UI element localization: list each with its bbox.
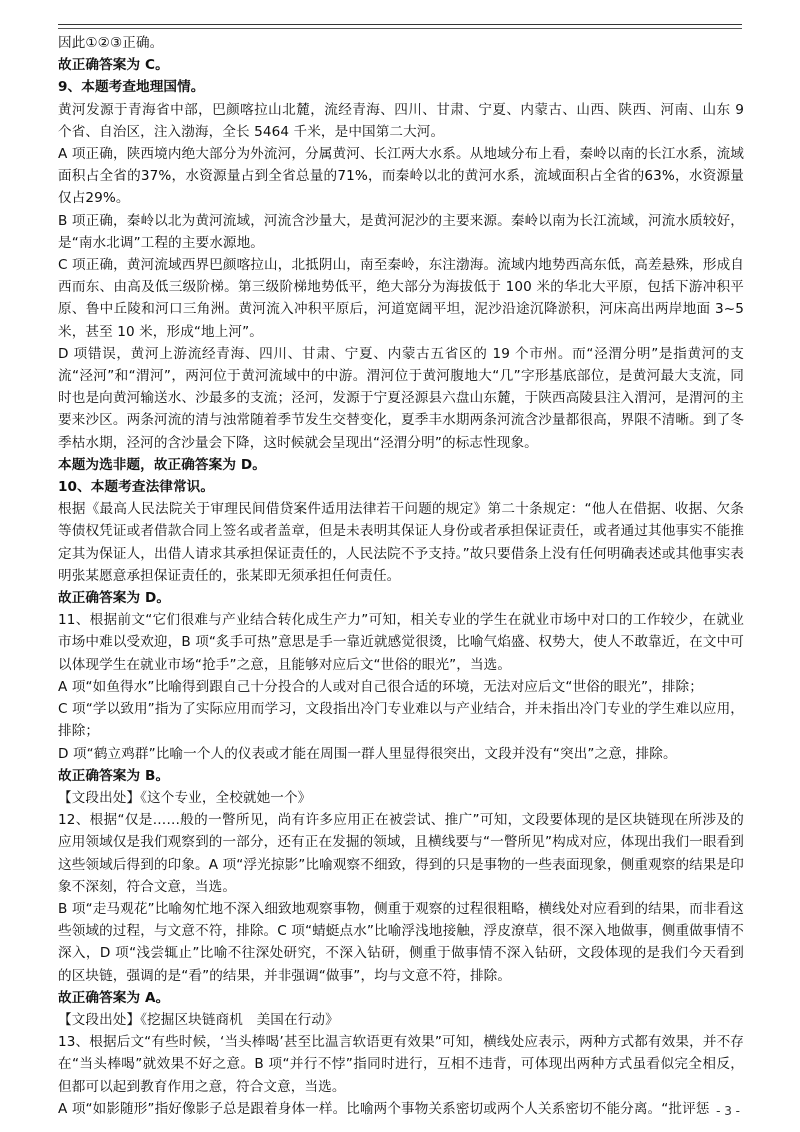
paragraph: 13、根据后文“有些时候，‘当头棒喝’甚至比温言软语更有效果”可知，横线处应表示，两种方式都有效果，并不存在“当头棒喝”就效果不好之意。B 项“并行不悖”指同时进行，互相不违背，可体现出两种方式虽看似完全相反，但都可以起到教育作用之意，符合文意，当选。 — [58, 1034, 744, 1095]
paragraph: C 项“学以致用”指为了实际应用而学习，文段指出冷门专业难以与产业结合，并未指出冷门专业的学生难以应用，排除； — [58, 701, 744, 740]
paragraph: A 项“如影随形”指好像影子总是跟着身体一样。比喻两个事物关系密切或两个人关系密切不能分离。“批评惩 — [58, 1100, 710, 1117]
paragraph: 根据《最高人民法院关于审理民间借贷案件适用法律若干问题的规定》第二十条规定：“他人在借据、收据、欠条等债权凭证或者借款合同上签名或者盖章，但是未表明其保证人身份或者承担保证责任，或者通过其他事实不能推定其为保证人，出借人请求其承担保证责任的，人民法院不予支持。”故只要借条上没有任何明确表述或其他事实表明张某愿意承担保证责任的，张某即无须承担任何责任。 — [58, 501, 744, 584]
answer-line: 故正确答案为 D。 — [58, 590, 171, 607]
paragraph: B 项“走马观花”比喻匆忙地不深入细致地观察事物，侧重于观察的过程很粗略，横线处对应看到的结果，而非看这些领域的过程，与文意不符，排除。C 项“蜻蜓点水”比喻浮浅地接触，浮皮潦草，很不深入地做事，侧重做事情不深入，D 项“浅尝辄止”比喻不往深处研究，不深入钻研，侧重于做事情不深入钻研，文段体现的是我们今天看到的区块链，强调的是“看”的结果，并非强调“做事”，均与文意不符，排除。 — [58, 900, 744, 984]
answer-line: 9、本题考查地理国情。 — [58, 79, 205, 96]
header-rule — [58, 24, 742, 25]
paragraph: 12、根据“仅是……般的一瞥所见，尚有许多应用正在被尝试、推广”可知，文段要体现的是区块链现在所涉及的应用领域仅是我们观察到的一部分，还有正在发掘的领域，且横线要与“一瞥所见”构成对应，体现出我们一眼看到这些领域后得到的印象。A 项“浮光掠影”比喻观察不细致，得到的只是事物的一些表面现象，侧重观察的结果是印象不深刻，符合文意，当选。 — [58, 812, 744, 895]
header-rule-secondary — [58, 28, 742, 29]
answer-line: 故正确答案为 B。 — [58, 767, 170, 784]
answer-line: 故正确答案为 C。 — [58, 57, 169, 74]
answer-line: 本题为选非题，故正确答案为 D。 — [58, 456, 266, 473]
paragraph: C 项正确，黄河流域西界巴颜喀拉山，北抵阴山，南至秦岭，东注渤海。流域内地势西高东低，高差悬殊，形成自西而东、由高及低三级阶梯。第三级阶梯地势低平，绝大部分为海拔低于 100 米的华北大平原，包括下游冲积平原、鲁中丘陵和河口三角洲。黄河流入冲积平原后，河道宽阔平坦，泥沙沿途沉降淤积，河床高出两岸地面 3~5 米，甚至 10 米，形成“地上河”。 — [58, 257, 744, 340]
answer-line: 10、本题考查法律常识。 — [58, 479, 215, 496]
answer-explanation-body — [58, 32, 744, 1120]
paragraph: A 项正确，陕西境内绝大部分为外流河，分属黄河、长江两大水系。从地域分布上看，秦岭以南的长江水系，流域面积占全省的37%，水资源量占到全省总量的71%，而秦岭以北的黄河水系，流域面积占全省的63%，水资源量仅占29%。 — [58, 146, 744, 207]
paragraph: 【文段出处】《这个专业，全校就她一个》 — [58, 789, 312, 806]
paragraph: D 项“鹤立鸡群”比喻一个人的仪表或才能在周围一群人里显得很突出，文段并没有“突出”之意，排除。 — [58, 745, 677, 762]
paragraph: A 项“如鱼得水”比喻得到跟自己十分投合的人或对自己很合适的环境，无法对应后文“世俗的眼光”，排除； — [58, 678, 703, 695]
paragraph: 【文段出处】《挖掘区块链商机 美国在行动》 — [58, 1011, 339, 1028]
paragraph: B 项正确，秦岭以北为黄河流域，河流含沙量大，是黄河泥沙的主要来源。秦岭以南为长江流域，河流水质较好，是“南水北调”工程的主要水源地。 — [58, 212, 744, 251]
page-number: - 3 - — [716, 1104, 740, 1118]
paragraph: 因此①②③正确。 — [58, 35, 164, 51]
answer-line: 故正确答案为 A。 — [58, 989, 170, 1006]
paragraph: 11、根据前文“它们很难与产业结合转化成生产力”可知，相关专业的学生在就业市场中对口的工作较少，在就业市场中难以受欢迎，B 项“炙手可热”意思是手一靠近就感觉很烫，比喻气焰盛、权势大，使人不敢靠近，在文中可以体现学生在就业市场“抢手”之意，且能够对应后文“世俗的眼光”，当选。 — [58, 612, 744, 673]
paragraph: D 项错误，黄河上游流经青海、四川、甘肃、宁夏、内蒙古五省区的 19 个市州。而“泾渭分明”是指黄河的支流“泾河”和“渭河”，两河位于黄河流域中的中游。渭河位于黄河腹地大“几”字形基底部位，是黄河最大支流，同时也是向黄河输送水、沙最多的支流；泾河，发源于宁夏泾源县六盘山东麓，于陕西高陵县注入渭河，是渭河的主要来沙区。两条河流的清与浊常随着季节发生交替变化，夏季丰水期两条河流含沙量都很高，界限不清晰。到了冬季枯水期，泾河的含沙量会下降，这时候就会呈现出“泾渭分明”的标志性现象。 — [58, 345, 744, 451]
paragraph: 黄河发源于青海省中部，巴颜喀拉山北麓，流经青海、四川、甘肃、宁夏、内蒙古、山西、陕西、河南、山东 9 个省、自治区，注入渤海，全长 5464 千米，是中国第二大河。 — [58, 101, 744, 140]
